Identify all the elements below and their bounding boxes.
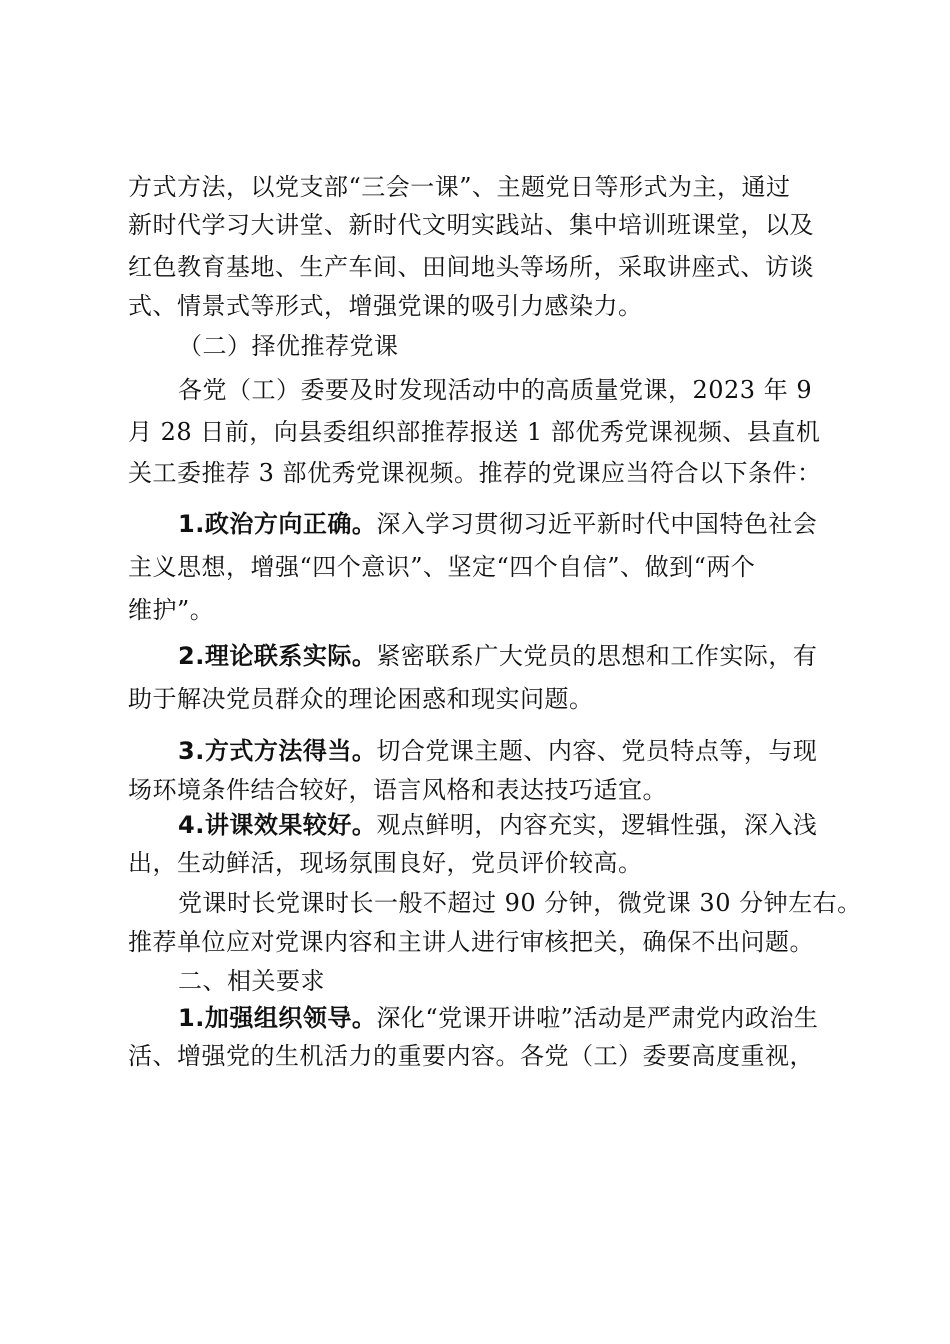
- paragraph-line: 主义思想，增强“四个意识”、坚定“四个自信”、做到“两个: [128, 553, 756, 581]
- criteria-item: [178, 641, 817, 671]
- paragraph-line: 推荐单位应对党课内容和主讲人进行审核把关，确保不出问题。: [128, 928, 814, 956]
- paragraph-line: 月 28 日前，向县委组织部推荐报送 1 部优秀党课视频、县直机: [128, 418, 821, 446]
- criteria-item: [178, 509, 817, 539]
- paragraph-line: 助于解决党员群众的理论困惑和现实问题。: [128, 685, 594, 713]
- paragraph-line: 党课时长党课时长一般不超过 90 分钟，微党课 30 分钟左右。: [178, 889, 862, 917]
- paragraph-line: 维护”。: [128, 596, 215, 624]
- paragraph-line: 式、情景式等形式，增强党课的吸引力感染力。: [128, 292, 643, 320]
- criteria-item: [178, 1003, 818, 1033]
- section-heading: 二、相关要求: [178, 967, 325, 995]
- paragraph-line: 方式方法，以党支部“三会一课”、主题党日等形式为主，通过: [128, 173, 791, 201]
- criteria-heading: 3.方式方法得当。: [178, 737, 377, 765]
- criteria-text: 深化“党课开讲啦”活动是严肃党内政治生: [376, 1004, 819, 1032]
- criteria-text: 紧密联系广大党员的思想和工作实际，有: [376, 642, 818, 670]
- section-heading: （二）择优推荐党课: [178, 332, 399, 360]
- paragraph-line: 活、增强党的生机活力的重要内容。各党（工）委要高度重视，: [128, 1042, 814, 1070]
- criteria-heading: 1.加强组织领导。: [178, 1004, 377, 1032]
- criteria-heading: 2.理论联系实际。: [178, 642, 377, 670]
- paragraph-line: 各党（工）委要及时发现活动中的高质量党课，2023 年 9: [178, 376, 813, 404]
- paragraph-line: 出，生动鲜活，现场氛围良好，党员评价较高。: [128, 849, 643, 877]
- criteria-item: [178, 810, 817, 840]
- criteria-item: [178, 736, 817, 766]
- paragraph-line: 关工委推荐 3 部优秀党课视频。推荐的党课应当符合以下条件：: [128, 459, 822, 487]
- paragraph-line: 新时代学习大讲堂、新时代文明实践站、集中培训班课堂，以及: [128, 211, 814, 239]
- criteria-text: 切合党课主题、内容、党员特点等，与现: [376, 737, 818, 765]
- criteria-heading: 1.政治方向正确。: [178, 510, 377, 538]
- criteria-text: 深入学习贯彻习近平新时代中国特色社会: [376, 510, 818, 538]
- criteria-heading: 4.讲课效果较好。: [178, 811, 377, 839]
- paragraph-line: 红色教育基地、生产车间、田间地头等场所，采取讲座式、访谈: [128, 253, 814, 281]
- criteria-text: 观点鲜明，内容充实，逻辑性强，深入浅: [376, 811, 818, 839]
- paragraph-line: 场环境条件结合较好，语言风格和表达技巧适宜。: [128, 776, 667, 804]
